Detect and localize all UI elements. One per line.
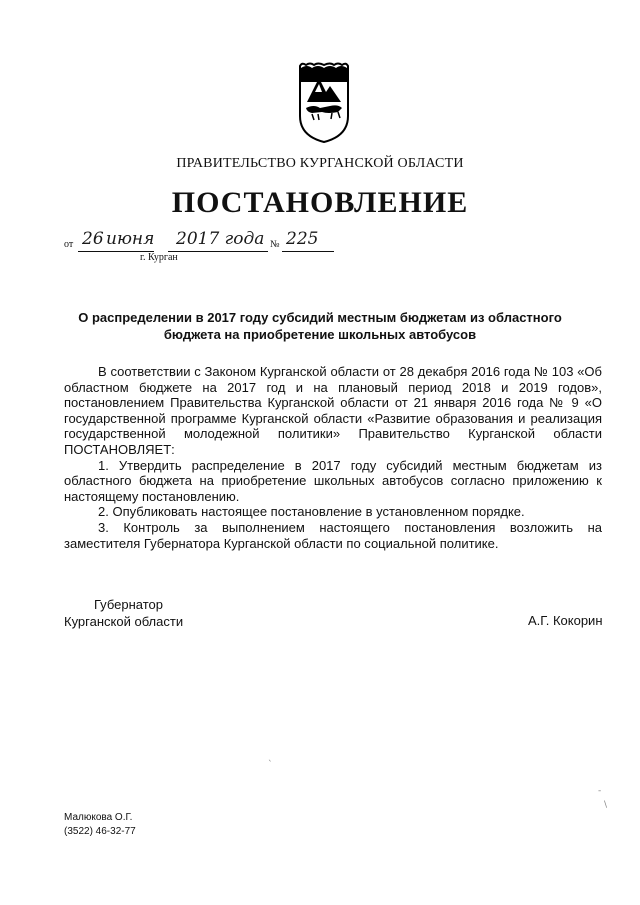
city-label: г. Курган [140, 252, 178, 263]
item-1-paragraph: 1. Утвердить распределение в 2017 году субсидий местным бюджетам из областного бюджета на приобретение школьных автобусов согласно приложению к настоящему постановлению. [64, 457, 602, 504]
from-label: от [64, 239, 74, 250]
document-body [64, 364, 602, 551]
executor-name: Малюкова О.Г. [64, 812, 133, 823]
document-type-title: ПОСТАНОВЛЕНИЕ [171, 186, 469, 219]
handwritten-year: 2017 года [176, 229, 265, 249]
signatory-name: А.Г. Кокорин [528, 613, 603, 628]
date-number-line [64, 230, 364, 252]
executor-info [64, 811, 136, 839]
government-name: ПРАВИТЕЛЬСТВО КУРГАНСКОЙ ОБЛАСТИ [176, 156, 464, 171]
item-3-paragraph: 3. Контроль за выполнением настоящего постановления возложить на заместителя Губернатора Курганской области по социальной политике. [64, 519, 602, 551]
number-label: № [270, 239, 280, 250]
handwritten-month: июня [106, 229, 155, 249]
kurgan-coat-of-arms-icon [298, 62, 350, 144]
scan-speck: \ [604, 800, 608, 810]
position-line-1: Губернатор [94, 597, 163, 612]
position-line-2: Курганской области [64, 614, 184, 629]
signatory-position [64, 596, 183, 630]
subject-line-1: О распределении в 2017 году субсидий местным бюджетам из областного [78, 310, 562, 325]
subject-line-2: бюджета на приобретение школьных автобусов [163, 327, 477, 342]
executor-phone: (3522) 46-32-77 [64, 826, 136, 837]
handwritten-day: 26 [82, 229, 104, 249]
preamble-paragraph: В соответствии с Законом Курганской области от 28 декабря 2016 года № 103 «Об областном бюджете на 2017 год и на плановый период 2018 и 2019 годов», постановлением Правительства Курганской области от 21 января 2016 года № 9 «О государственной программе Курганской области «Развитие образования и реализация государственной молодежной политики» Правительство Курганской области ПОСТАНОВЛЯЕТ: [64, 364, 602, 457]
scan-speck: - [598, 786, 602, 796]
handwritten-number: 225 [286, 229, 319, 249]
scan-speck: ` [268, 760, 273, 770]
document-subject [70, 309, 570, 343]
item-2-paragraph: 2. Опубликовать настоящее постановление в установленном порядке. [98, 504, 525, 520]
